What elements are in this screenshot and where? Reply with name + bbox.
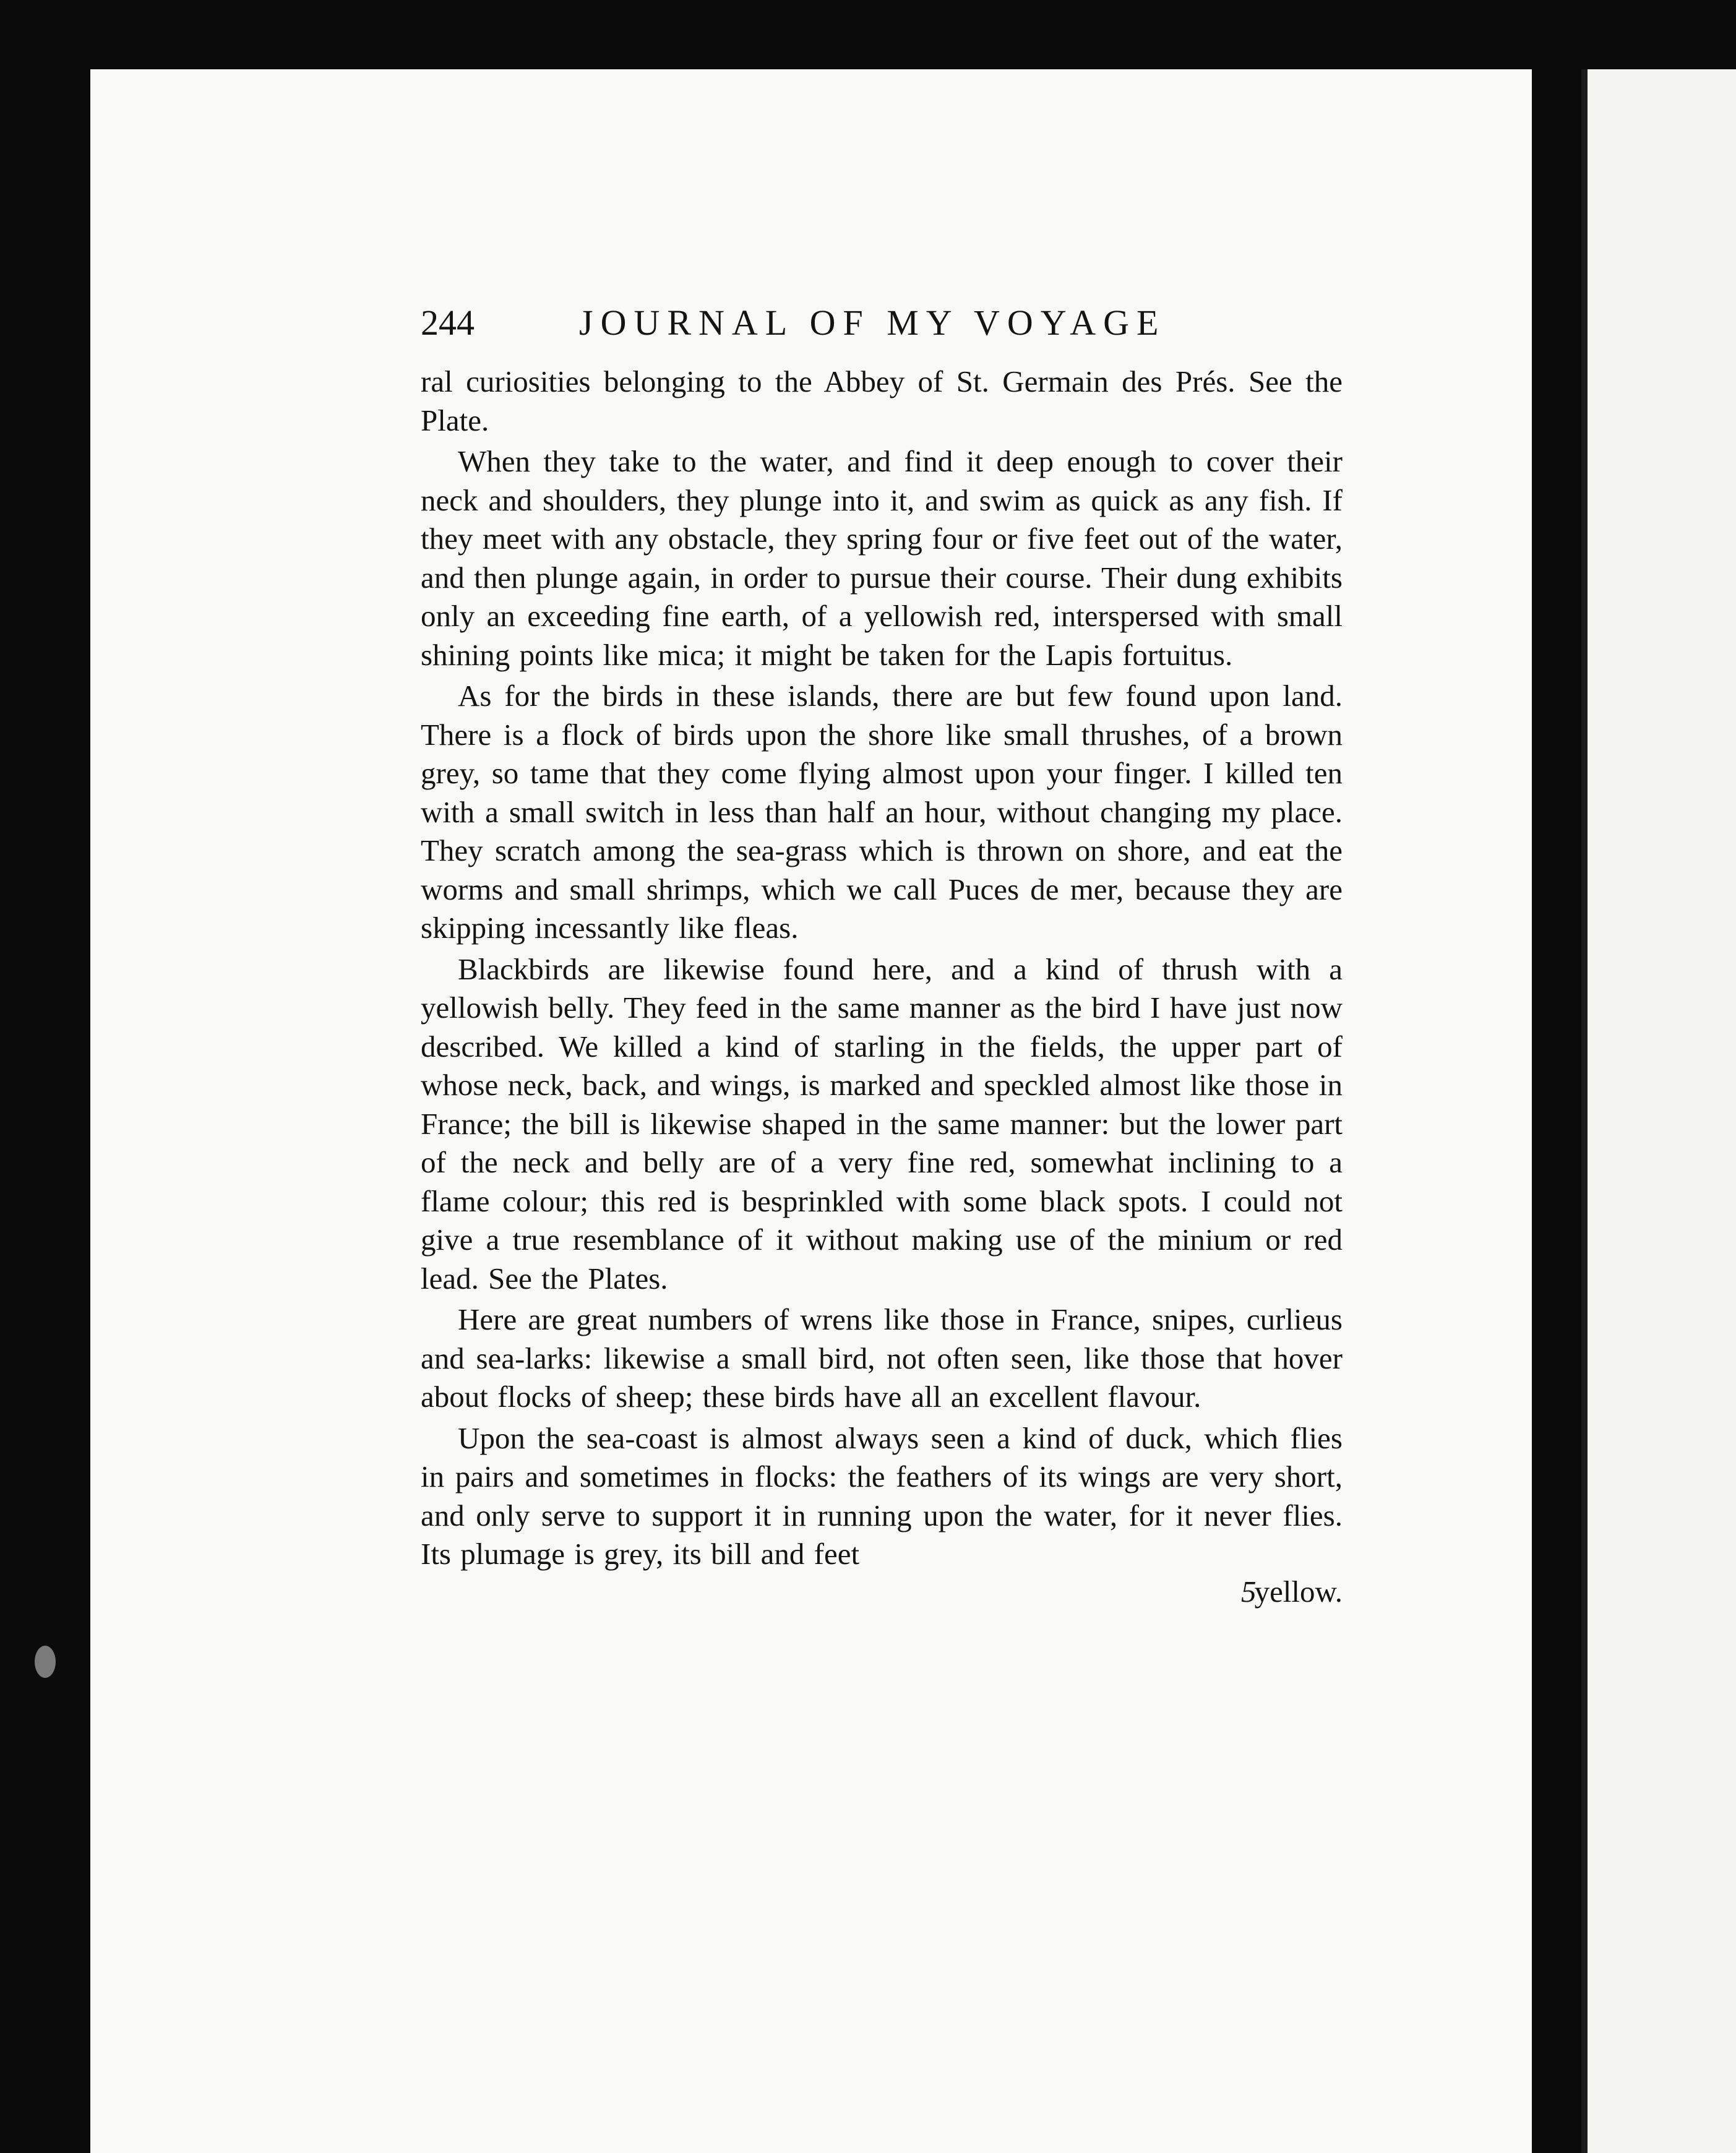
page-number: 244: [421, 303, 475, 343]
page-text: [322, 302, 1343, 1615]
margin-ink-blot: [35, 1646, 56, 1678]
catchword: yellow.: [1254, 1574, 1343, 1609]
paragraph-swimming: When they take to the water, and find it deep enough to cover their neck and shoulders, they plunge into it, and swim as quick as any fish. If they meet with any obstacle, they spring four or five feet out of the water, and then plunge again, in order to pursue their course. Their dung exhibits only an exceeding fine earth, of a yellowish red, interspersed with small shining points like mica; it might be taken for the Lapis fortuitus.: [421, 444, 1343, 672]
page-footer: [421, 1574, 1343, 1615]
paragraph-birds: As for the birds in these islands, there are but few found upon land. There is a flock of birds upon the shore like small thrushes, of a brown grey, so tame that they come flying almost upon your finger. I killed ten with a small switch in less than half an hour, without changing my place. They scratch among the sea-grass which is thrown on shore, and eat the worms and small shrimps, which we call Puces de mer, because they are skipping incessantly like fleas.: [421, 679, 1343, 945]
running-title: JOURNAL OF MY VOYAGE: [579, 303, 1166, 343]
facing-page-edge: [1581, 69, 1736, 2153]
paragraph-wrens: Here are great numbers of wrens like those in France, snipes, curlieus and sea-larks: likewise a small bird, not often seen, like those that hover about flocks of sheep; these birds have all an excellent flavour.: [421, 1302, 1343, 1414]
running-head: [421, 302, 1343, 358]
signature-mark: 5: [1241, 1574, 1257, 1609]
paragraph-duck: Upon the sea-coast is almost always seen a kind of duck, which flies in pairs and sometimes in flocks: the feathers of its wings are very short, and only serve to support it in running upon the water, for it never flies. Its plumage is grey, its bill and feet: [421, 1420, 1343, 1571]
paragraph-blackbirds: Blackbirds are likewise found here, and a kind of thrush with a yellowish belly. They feed in the same manner as the bird I have just now described. We killed a kind of starling in the fields, the upper part of whose neck, back, and wings, is marked and speckled almost like those in France; the bill is likewise shaped in the same manner: but the lower part of the neck and belly are of a very fine red, somewhat inclining to a flame colour; this red is besprinkled with some black spots. I could not give a true resemblance of it without making use of the minium or red lead. See the Plates.: [421, 952, 1343, 1296]
book-gutter: [1532, 69, 1581, 2153]
paragraph-continuation: ral curiosities belonging to the Abbey of St. Germain des Prés. See the Plate.: [421, 364, 1343, 437]
page-edge-shadow: [1581, 69, 1588, 2153]
